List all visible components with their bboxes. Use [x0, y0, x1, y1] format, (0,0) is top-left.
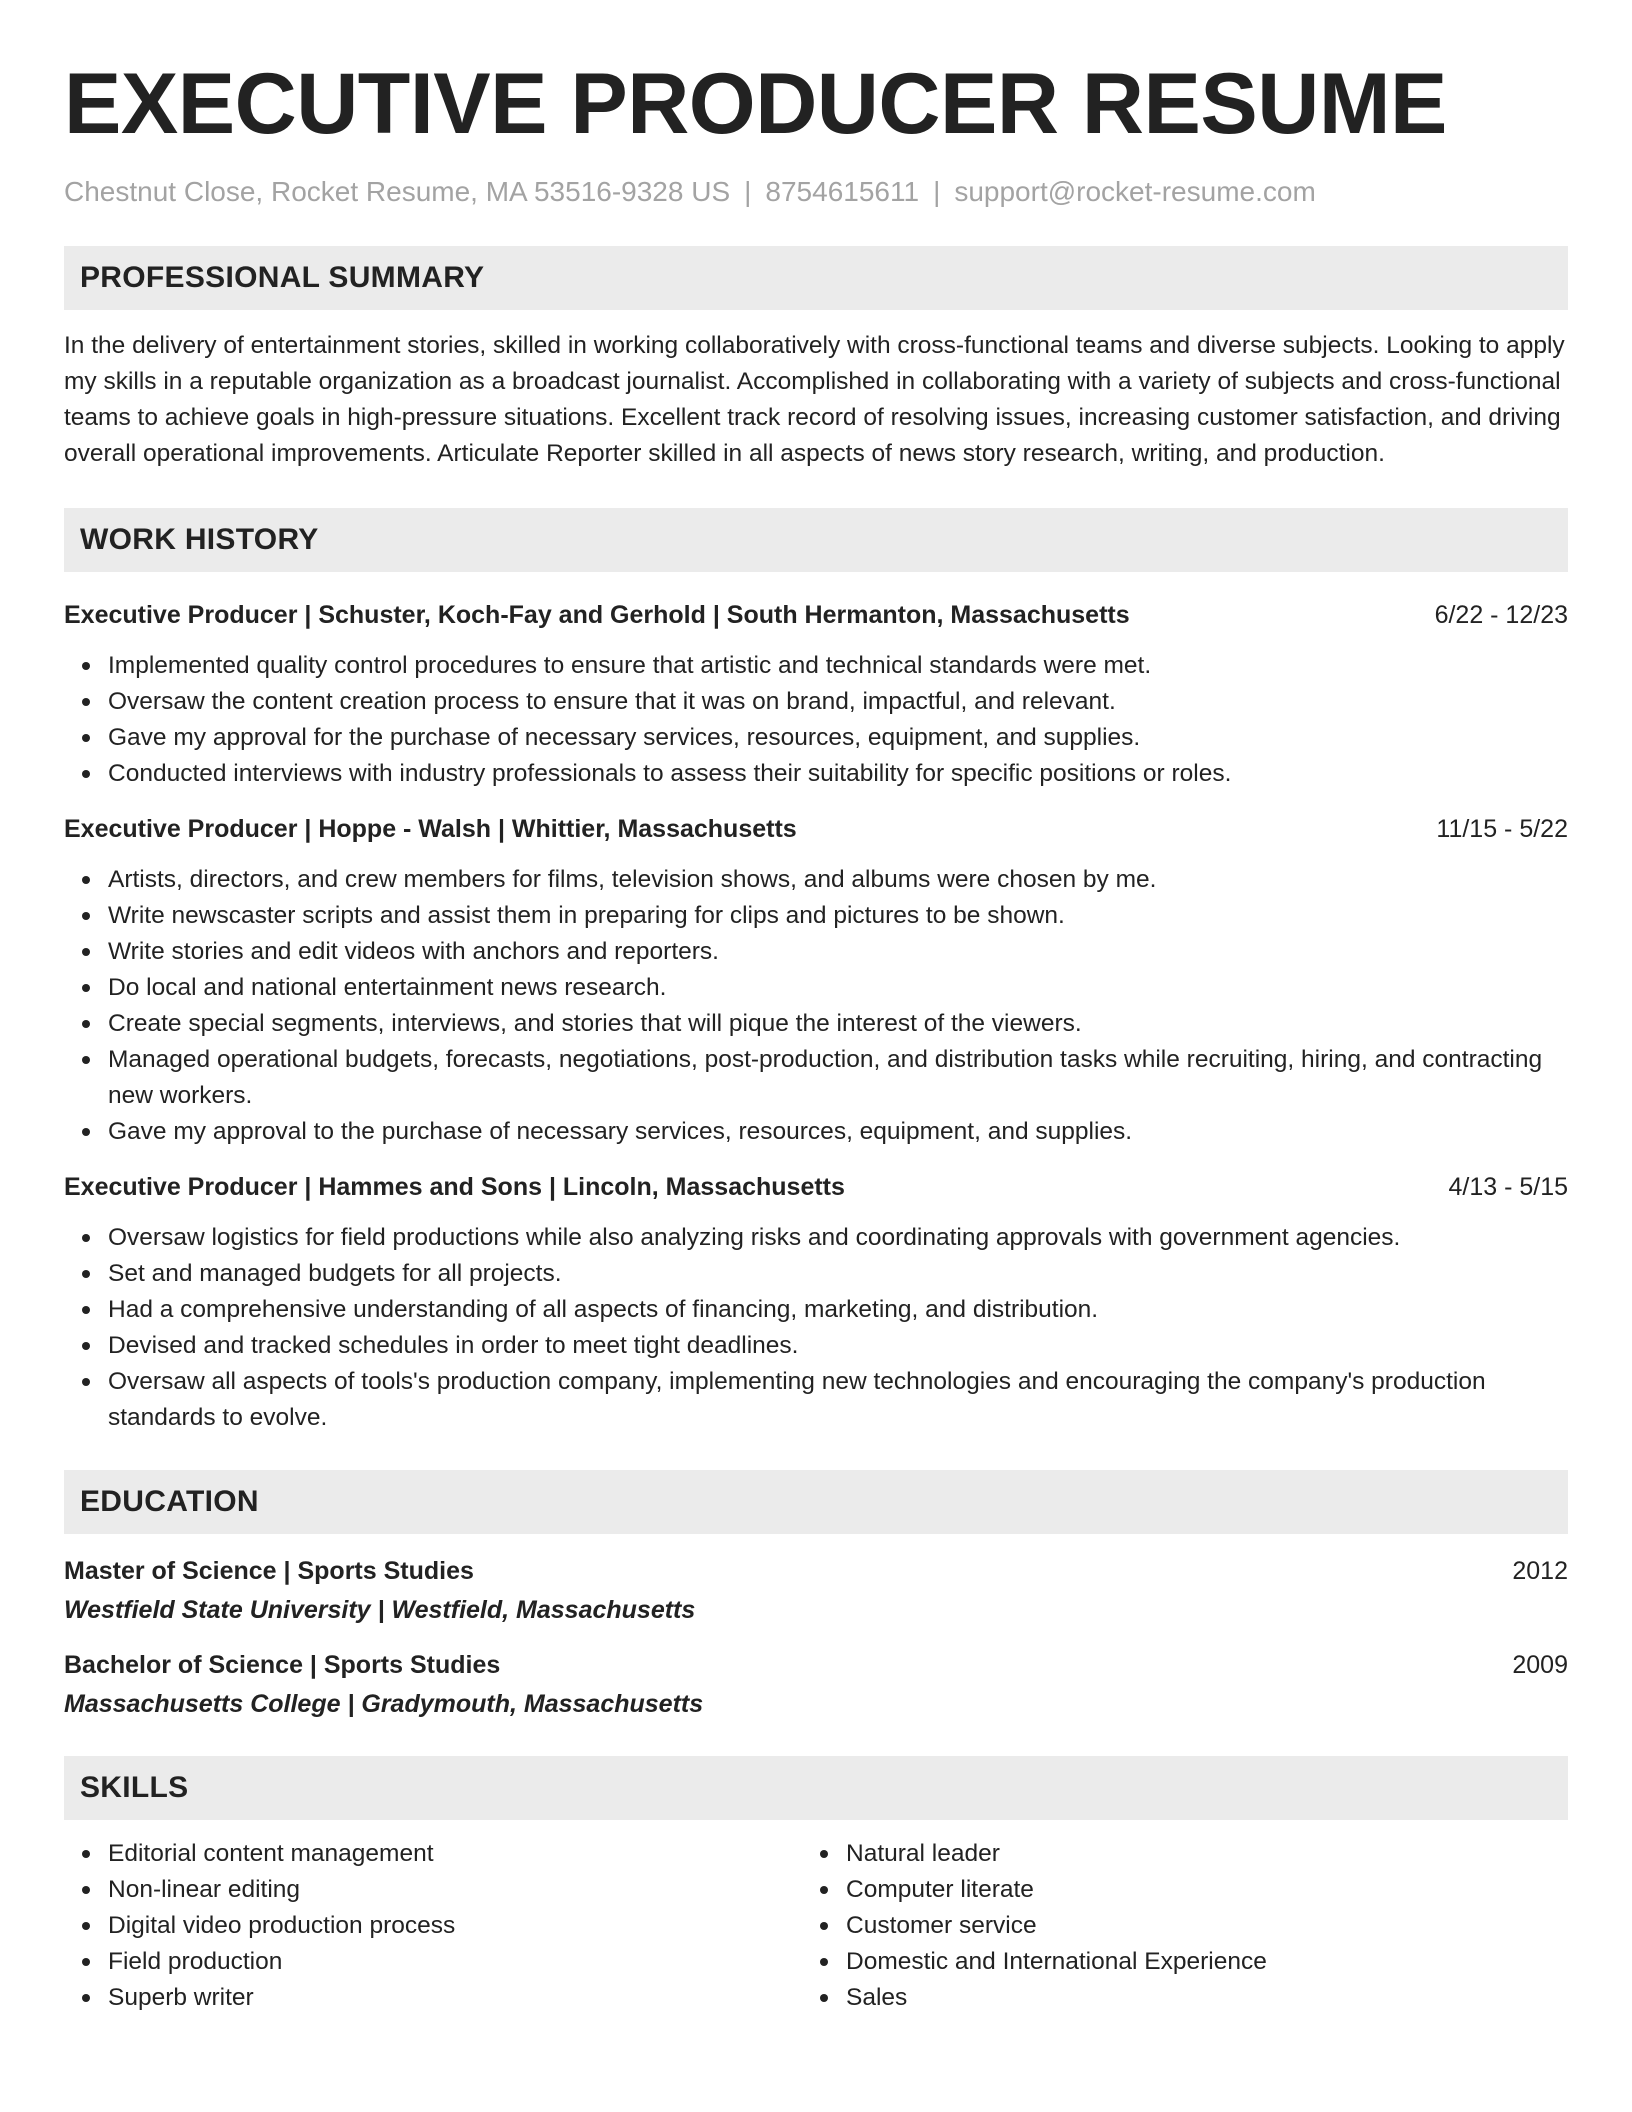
degree: Master of Science | Sports Studies: [64, 1557, 474, 1585]
job-dates: 11/15 - 5/22: [1436, 815, 1568, 843]
job-entry: [64, 1170, 1568, 1436]
bullet-item: Managed operational budgets, forecasts, negotiations, post-production, and distribution tasks while recruiting, hiring, and contracting new workers.: [64, 1042, 1568, 1114]
section-header-work-history: WORK HISTORY: [64, 508, 1568, 572]
contact-email: support@rocket-resume.com: [954, 176, 1316, 207]
job-bullets: [64, 862, 1568, 1150]
bullet-item: Oversaw all aspects of tools's production company, implementing new technologies and encouraging the company's production standards to evolve.: [64, 1364, 1568, 1436]
job-dates: 6/22 - 12/23: [1434, 601, 1568, 629]
bullet-item: Devised and tracked schedules in order to meet tight deadlines.: [64, 1328, 1568, 1364]
bullet-item: Conducted interviews with industry professionals to assess their suitability for specific positions or roles.: [64, 756, 1568, 792]
job-bullets: [64, 1220, 1568, 1436]
school: Massachusetts College | Gradymouth, Massachusetts: [64, 1690, 704, 1718]
job-header: [64, 812, 1568, 846]
job-header: [64, 598, 1568, 632]
bullet-item: Set and managed budgets for all projects.: [64, 1256, 1568, 1292]
summary-text: In the delivery of entertainment stories, skilled in working collaboratively with cross-functional teams and diverse subjects. Looking to apply my skills in a reputable organization as a broadcast journalist. Accomplished in collaborating with a variety of subjects and cross-functional teams to achieve goals in high-pressure situations. Excellent track record of resolving issues, increasing customer satisfaction, and driving overall operational improvements. Articulate Reporter skilled in all aspects of news story research, writing, and production.: [64, 332, 1565, 467]
degree: Bachelor of Science | Sports Studies: [64, 1651, 501, 1679]
bullet-item: Oversaw the content creation process to ensure that it was on brand, impactful, and relevant.: [64, 684, 1568, 720]
education-header: [64, 1648, 1568, 1682]
bullet-item: Gave my approval for the purchase of necessary services, resources, equipment, and supplies.: [64, 720, 1568, 756]
section-header-skills: SKILLS: [64, 1756, 1568, 1820]
education-entry: [64, 1554, 1568, 1628]
bullet-item: Had a comprehensive understanding of all aspects of financing, marketing, and distribution.: [64, 1292, 1568, 1328]
graduation-year: 2009: [1512, 1651, 1568, 1679]
job-header: [64, 1170, 1568, 1204]
bullet-item: Do local and national entertainment news research.: [64, 970, 1568, 1006]
education-entry: [64, 1648, 1568, 1722]
job-dates: 4/13 - 5/15: [1448, 1173, 1568, 1201]
skill-item: Natural leader: [802, 1836, 1540, 1872]
section-header-summary: PROFESSIONAL SUMMARY: [64, 246, 1568, 310]
bullet-item: Oversaw logistics for field productions while also analyzing risks and coordinating approvals with government agencies.: [64, 1220, 1568, 1256]
contact-phone: 8754615611: [765, 176, 920, 207]
contact-separator: |: [933, 176, 941, 207]
job-entry: [64, 812, 1568, 1150]
skill-item: Domestic and International Experience: [802, 1944, 1540, 1980]
bullet-item: Artists, directors, and crew members for films, television shows, and albums were chosen by me.: [64, 862, 1568, 898]
bullet-item: Write stories and edit videos with anchors and reporters.: [64, 934, 1568, 970]
skills-list: [64, 1836, 1568, 2016]
skill-item: Customer service: [802, 1908, 1540, 1944]
job-bullets: [64, 648, 1568, 792]
bullet-item: Create special segments, interviews, and stories that will pique the interest of the viewers.: [64, 1006, 1568, 1042]
skill-item: Non-linear editing: [64, 1872, 802, 1908]
job-entry: [64, 598, 1568, 792]
bullet-item: Gave my approval to the purchase of necessary services, resources, equipment, and supplies.: [64, 1114, 1568, 1150]
skill-item: Superb writer: [64, 1980, 802, 2016]
skill-item: Digital video production process: [64, 1908, 802, 1944]
graduation-year: 2012: [1512, 1557, 1568, 1585]
skills-column-left: [64, 1836, 802, 2016]
bullet-item: Write newscaster scripts and assist them in preparing for clips and pictures to be shown.: [64, 898, 1568, 934]
job-title: Executive Producer | Hoppe - Walsh | Whittier, Massachusetts: [64, 815, 797, 843]
skill-item: Editorial content management: [64, 1836, 802, 1872]
school: Westfield State University | Westfield, Massachusetts: [64, 1596, 696, 1624]
job-title: Executive Producer | Hammes and Sons | Lincoln, Massachusetts: [64, 1173, 845, 1201]
bullet-item: Implemented quality control procedures to ensure that artistic and technical standards were met.: [64, 648, 1568, 684]
skill-item: Computer literate: [802, 1872, 1540, 1908]
education-header: [64, 1554, 1568, 1588]
contact-line: [64, 174, 1568, 210]
section-header-education: EDUCATION: [64, 1470, 1568, 1534]
job-title: Executive Producer | Schuster, Koch-Fay and Gerhold | South Hermanton, Massachusetts: [64, 601, 1130, 629]
skill-item: Sales: [802, 1980, 1540, 2016]
skill-item: Field production: [64, 1944, 802, 1980]
resume-title: EXECUTIVE PRODUCER RESUME: [64, 56, 1447, 152]
contact-separator: |: [744, 176, 752, 207]
skills-column-right: [802, 1836, 1540, 2016]
contact-address: Chestnut Close, Rocket Resume, MA 53516-9328 US: [64, 176, 731, 207]
